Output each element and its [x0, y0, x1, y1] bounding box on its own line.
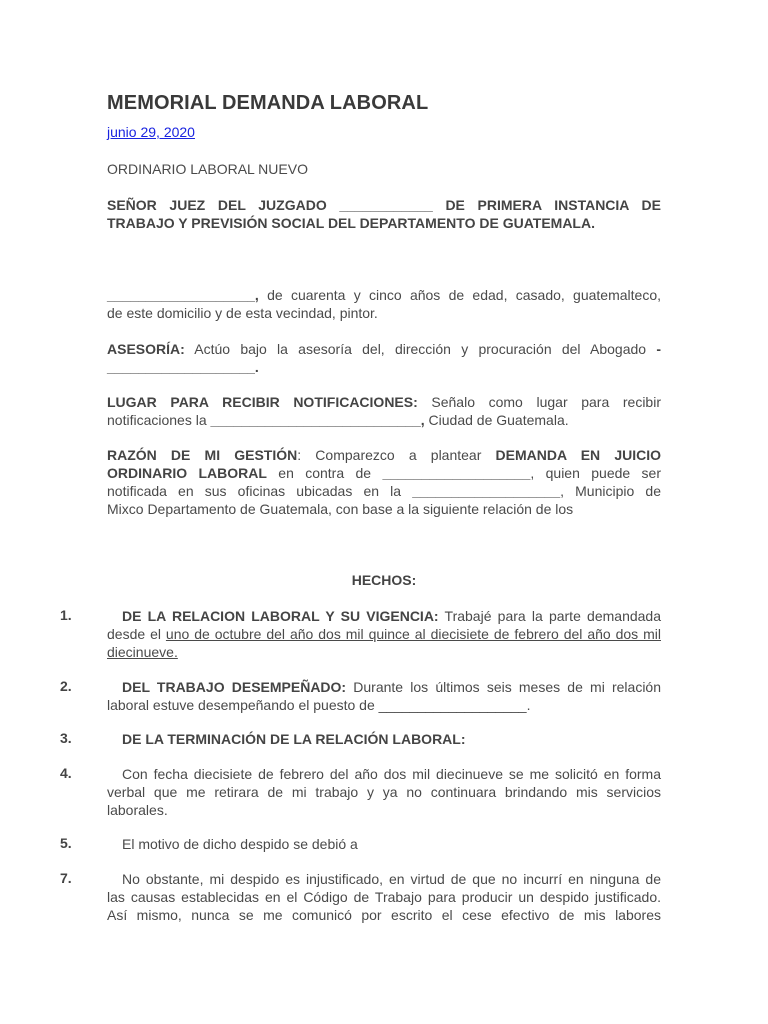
- hecho-4-text-2: verbal que me retirara de mi trabajo y ya no continuara brindando mis servicios: [107, 784, 661, 800]
- hecho-5-text: El motivo de dicho despido se debió a: [122, 836, 358, 852]
- hecho-1-text: Trabajé para la parte demandada: [438, 608, 661, 624]
- hecho-number: 7.: [60, 870, 72, 886]
- hecho-7: [107, 870, 661, 924]
- hecho-1-text-2: desde el: [107, 626, 166, 642]
- court-address-line-2: TRABAJO Y PREVISIÓN SOCIAL DEL DEPARTAMENTO DE GUATEMALA.: [107, 215, 595, 231]
- intro-text: de cuarenta y cinco años de edad, casado, guatemalteco,: [258, 287, 661, 303]
- hecho-2-label: DEL TRABAJO DESEMPEÑADO:: [122, 679, 347, 695]
- hecho-5: [107, 835, 661, 853]
- razon-text-3: , quien puede ser: [530, 465, 661, 481]
- hecho-4-text: Con fecha diecisiete de febrero del año dos mil diecinueve se me solicitó en forma: [122, 766, 661, 782]
- hecho-4: [107, 765, 661, 819]
- razon-text-6: Mixco Departamento de Guatemala, con base a la siguiente relación de los: [107, 501, 574, 517]
- intro-paragraph: [107, 286, 661, 322]
- razon-text-5: , Municipio de: [560, 483, 661, 499]
- asesoria-label: ASESORÍA:: [107, 341, 185, 357]
- court-address-line-1: SEÑOR JUEZ DEL JUZGADO ____________ DE PRIMERA INSTANCIA DE: [107, 197, 661, 213]
- hecho-number: 4.: [60, 765, 72, 781]
- hecho-number: 3.: [60, 730, 72, 746]
- hecho-7-text: No obstante, mi despido es injustificado, en virtud de que no incurrí en ninguna de: [122, 871, 661, 887]
- notificaciones-city: Ciudad de Guatemala.: [424, 412, 569, 428]
- asesoria-text: Actúo bajo la asesoría del, dirección y procuración del Abogado: [184, 341, 647, 357]
- razon-label: RAZÓN DE MI GESTIÓN: [107, 447, 298, 463]
- intro-line-2: de este domicilio y de esta vecindad, pintor.: [107, 305, 378, 321]
- hecho-4-text-3: laborales.: [107, 802, 168, 818]
- asesoria-dash: -: [646, 341, 661, 357]
- court-address: [107, 196, 661, 232]
- notificaciones-label: LUGAR PARA RECIBIR NOTIFICACIONES:: [107, 394, 418, 410]
- document-title: MEMORIAL DEMANDA LABORAL: [107, 92, 429, 114]
- hecho-number: 2.: [60, 678, 72, 694]
- hecho-number: 1.: [60, 607, 72, 623]
- hecho-3: [107, 730, 661, 748]
- hecho-7-text-2: las causas establecidas en el Código de Trabajo para producir un despido justificado.: [107, 889, 661, 905]
- notificaciones-paragraph: [107, 393, 661, 429]
- hecho-2: [107, 678, 661, 714]
- address-blank: ___________________________,: [210, 412, 425, 428]
- razon-text-2: en contra de: [266, 465, 383, 481]
- hecho-2-text-2: laboral estuve desempeñando el puesto de ___________________.: [107, 697, 531, 713]
- razon-paragraph: [107, 446, 661, 518]
- notificaciones-text-2: notificaciones la: [107, 412, 211, 428]
- notificaciones-text: Señalo como lugar para recibir: [417, 394, 661, 410]
- hechos-heading: HECHOS:: [351, 572, 417, 588]
- hecho-7-text-3: Así mismo, nunca se me comunicó por escrito el cese efectivo de mis labores: [107, 907, 661, 923]
- asesoria-paragraph: [107, 340, 661, 376]
- razon-text: : Comparezco a plantear: [297, 447, 496, 463]
- demanda-bold: DEMANDA EN JUICIO: [495, 447, 662, 463]
- hecho-1-period: uno de octubre del año dos mil quince al diecisiete de febrero del año dos mil: [165, 626, 661, 642]
- hecho-1-label: DE LA RELACION LABORAL Y SU VIGENCIA:: [122, 608, 439, 624]
- subtitle: ORDINARIO LABORAL NUEVO: [107, 161, 308, 177]
- hecho-number: 5.: [60, 835, 72, 851]
- oficinas-blank: ___________________: [412, 483, 561, 499]
- hecho-1: [107, 607, 661, 661]
- hecho-3-label: DE LA TERMINACIÓN DE LA RELACIÓN LABORAL:: [122, 731, 466, 747]
- name-blank: ___________________,: [107, 287, 259, 303]
- lawyer-blank: ___________________.: [107, 359, 259, 375]
- date-link[interactable]: junio 29, 2020: [107, 124, 195, 140]
- razon-text-4: notificada en sus oficinas ubicadas en la: [107, 483, 413, 499]
- ordinario-bold: ORDINARIO LABORAL: [107, 465, 267, 481]
- hecho-2-text: Durante los últimos seis meses de mi relación: [346, 679, 662, 695]
- demandado-blank: ___________________: [382, 465, 531, 481]
- hecho-1-period-end: diecinueve.: [107, 644, 178, 660]
